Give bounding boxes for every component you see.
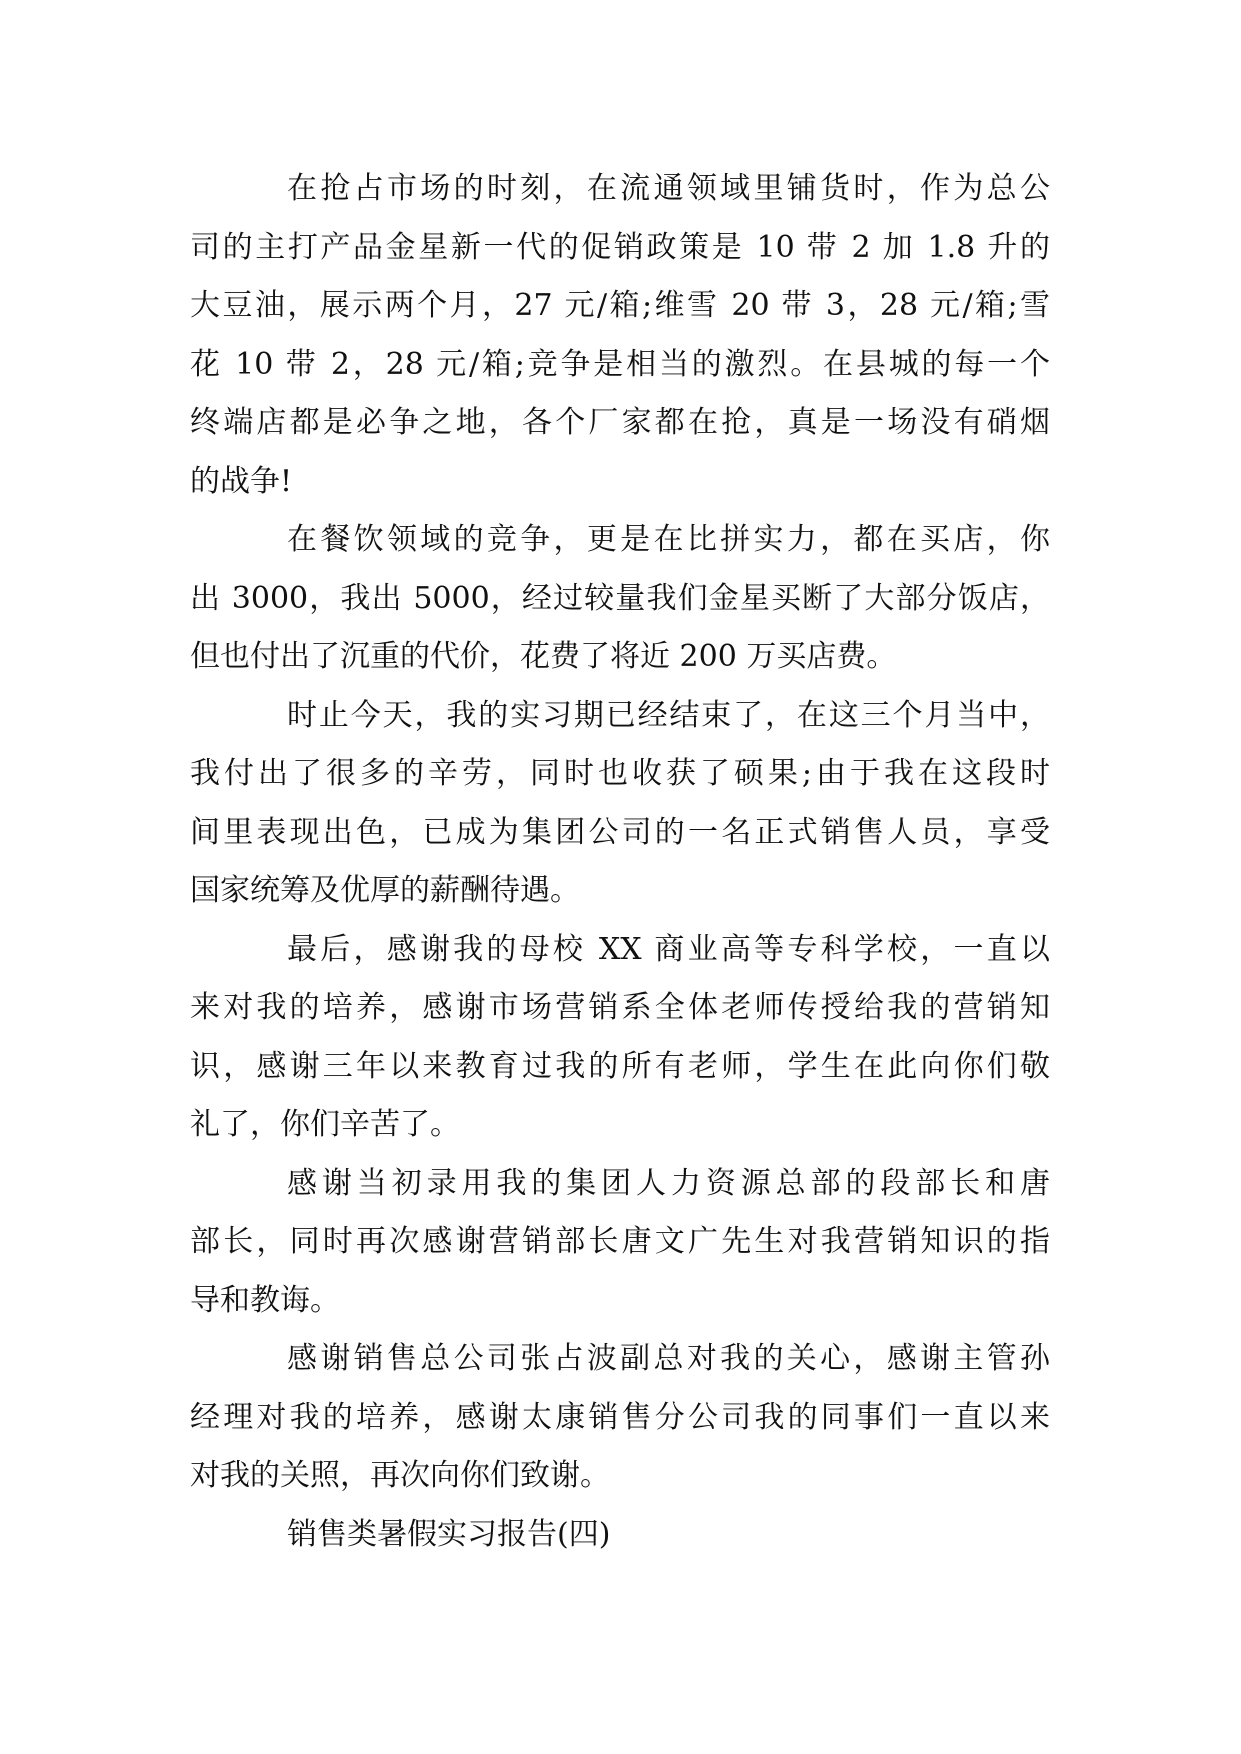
paragraph-line: 间里表现出色，已成为集团公司的一名正式销售人员，享受 — [190, 814, 1050, 850]
paragraph-first-line: 感谢当初录用我的集团人力资源总部的段部长和唐 — [287, 1165, 1050, 1201]
paragraph-first-line: 销售类暑假实习报告(四) — [287, 1516, 611, 1552]
paragraph-line: 出 3000，我出 5000，经过较量我们金星买断了大部分饭店， — [190, 580, 1050, 616]
paragraph-line: 导和教诲。 — [190, 1282, 340, 1318]
paragraph-line: 部长，同时再次感谢营销部长唐文广先生对我营销知识的指 — [190, 1224, 1050, 1259]
paragraph-line: 终端店都是必争之地，各个厂家都在抢，真是一场没有硝烟 — [190, 405, 1050, 440]
paragraph-line: 识，感谢三年以来教育过我的所有老师，学生在此向你们敬 — [190, 1048, 1050, 1084]
paragraph-line: 国家统筹及优厚的薪酬待遇。 — [190, 873, 580, 908]
paragraph-line: 司的主打产品金星新一代的促销政策是 10 带 2 加 1.8 升的 — [190, 229, 1050, 265]
paragraph-first-line: 最后，感谢我的母校 XX 商业高等专科学校，一直以 — [287, 931, 1050, 967]
paragraph-line: 礼了，你们辛苦了。 — [190, 1107, 460, 1142]
paragraph-line: 来对我的培养，感谢市场营销系全体老师传授给我的营销知 — [190, 990, 1050, 1025]
paragraph-first-line: 时止今天，我的实习期已经结束了，在这三个月当中， — [287, 697, 1050, 733]
paragraph-line: 对我的关照，再次向你们致谢。 — [190, 1458, 610, 1493]
paragraph-line: 我付出了很多的辛劳，同时也收获了硕果;由于我在这段时 — [190, 756, 1050, 791]
document-body — [190, 160, 1050, 1564]
paragraph-line: 的战争! — [190, 463, 293, 499]
paragraph-line: 经理对我的培养，感谢太康销售分公司我的同事们一直以来 — [190, 1399, 1050, 1435]
paragraph-line: 花 10 带 2，28 元/箱;竞争是相当的激烈。在县城的每一个 — [190, 346, 1050, 382]
paragraph-first-line: 在抢占市场的时刻，在流通领域里铺货时，作为总公 — [287, 171, 1050, 206]
paragraph-line: 大豆油，展示两个月，27 元/箱;维雪 20 带 3，28 元/箱;雪 — [190, 288, 1050, 323]
paragraph-line: 但也付出了沉重的代价，花费了将近 200 万买店费。 — [190, 639, 897, 674]
paragraph-first-line: 感谢销售总公司张占波副总对我的关心，感谢主管孙 — [287, 1341, 1050, 1376]
paragraph-first-line: 在餐饮领域的竞争，更是在比拼实力，都在买店，你 — [287, 522, 1050, 557]
